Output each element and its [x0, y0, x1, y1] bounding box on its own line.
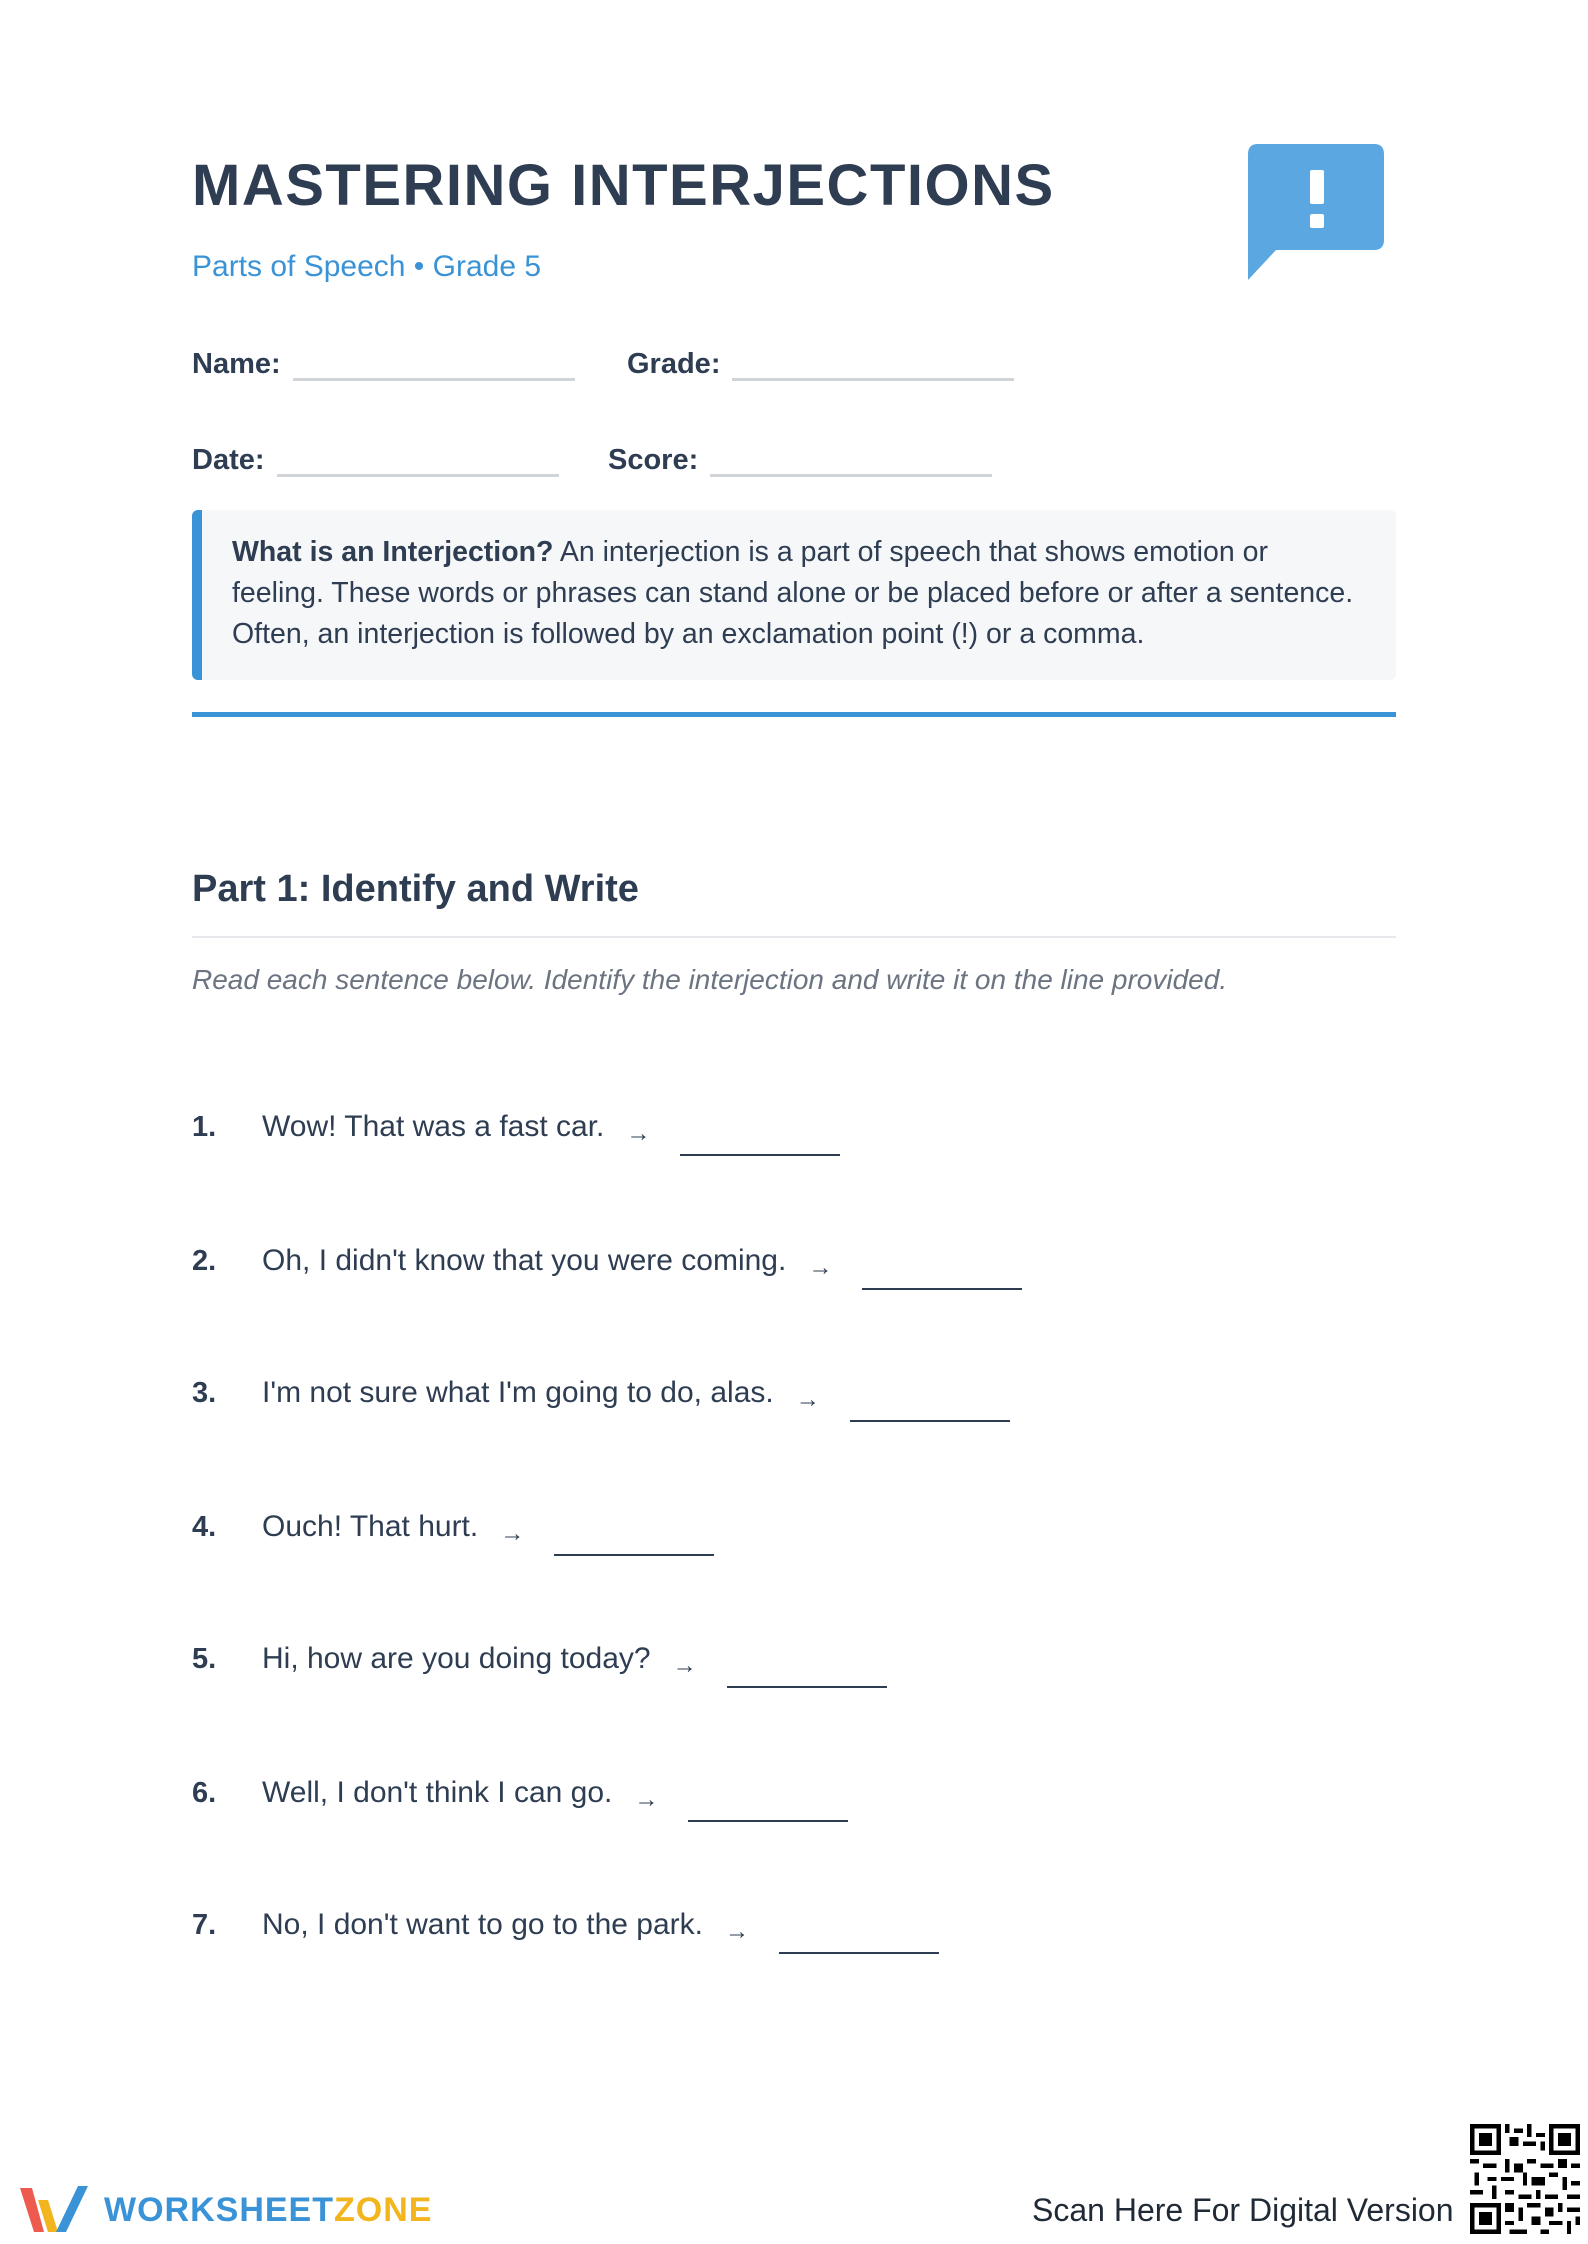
date-input-line[interactable] [277, 440, 559, 477]
question-text: Oh, I didn't know that you were coming. [262, 1244, 787, 1277]
arrow-right-icon: → [672, 1652, 697, 1679]
question-number: 5. [192, 1643, 217, 1675]
question-number: 6. [192, 1777, 217, 1809]
question-item [192, 1376, 1010, 1413]
arrow-right-icon: → [808, 1254, 833, 1281]
worksheetzone-logo-icon [16, 2180, 96, 2240]
section-divider [192, 712, 1396, 717]
question-text: Ouch! That hurt. [262, 1510, 479, 1543]
worksheetzone-logo[interactable] [16, 2180, 432, 2240]
question-item [192, 1110, 840, 1147]
answer-line[interactable] [680, 1124, 840, 1156]
question-number: 2. [192, 1245, 217, 1277]
arrow-right-icon: → [634, 1786, 659, 1813]
date-field [192, 440, 559, 477]
question-item [192, 1510, 714, 1547]
answer-line[interactable] [688, 1790, 848, 1822]
arrow-right-icon: → [725, 1918, 749, 1945]
question-number: 7. [192, 1909, 217, 1941]
question-item [192, 1908, 939, 1945]
logo-wordmark: WORKSHEETZONE [104, 2190, 433, 2229]
arrow-right-icon: → [500, 1520, 525, 1547]
question-text: Wow! That was a fast car. [262, 1110, 605, 1143]
score-input-line[interactable] [710, 440, 992, 477]
question-item [192, 1776, 848, 1813]
grade-input-line[interactable] [732, 344, 1014, 381]
scan-caption: Scan Here For Digital Version [1032, 2192, 1454, 2228]
answer-line[interactable] [850, 1390, 1010, 1422]
name-field [192, 344, 575, 381]
score-field [608, 440, 992, 477]
part1-heading: Part 1: Identify and Write [192, 868, 639, 910]
arrow-right-icon: → [795, 1386, 820, 1413]
date-label: Date: [192, 444, 265, 476]
name-label: Name: [192, 348, 281, 380]
part1-divider [192, 936, 1396, 938]
grade-label: Grade: [627, 348, 721, 380]
answer-line[interactable] [727, 1656, 887, 1688]
definition-heading: What is an Interjection? [232, 536, 554, 568]
question-text: No, I don't want to go to the park. [262, 1908, 703, 1941]
question-number: 1. [192, 1111, 217, 1143]
exclamation-speech-bubble-icon [1248, 144, 1384, 280]
grade-field [627, 344, 1014, 381]
question-item [192, 1642, 887, 1679]
score-label: Score: [608, 444, 699, 476]
definition-text: An interjection is a part of speech that shows emotion or feeling. These words or phrases can stand alone or be placed before or after a sentence. Often, an interjection is followed by an exclamation point (!) or a comma. [232, 536, 1354, 650]
answer-line[interactable] [554, 1524, 714, 1556]
question-number: 3. [192, 1377, 217, 1409]
qr-code-icon[interactable] [1470, 2124, 1580, 2234]
answer-line[interactable] [779, 1922, 939, 1954]
question-text: Well, I don't think I can go. [262, 1776, 613, 1809]
question-item [192, 1244, 1022, 1281]
question-text: Hi, how are you doing today? [262, 1642, 651, 1675]
arrow-right-icon: → [626, 1120, 651, 1147]
question-number: 4. [192, 1511, 217, 1543]
answer-line[interactable] [862, 1258, 1022, 1290]
definition-box [192, 510, 1396, 680]
name-input-line[interactable] [293, 344, 575, 381]
page-title: MASTERING INTERJECTIONS [192, 153, 1055, 218]
question-text: I'm not sure what I'm going to do, alas. [262, 1376, 774, 1409]
page-subtitle: Parts of Speech • Grade 5 [192, 250, 542, 283]
part1-instructions: Read each sentence below. Identify the interjection and write it on the line provided. [192, 964, 1228, 995]
